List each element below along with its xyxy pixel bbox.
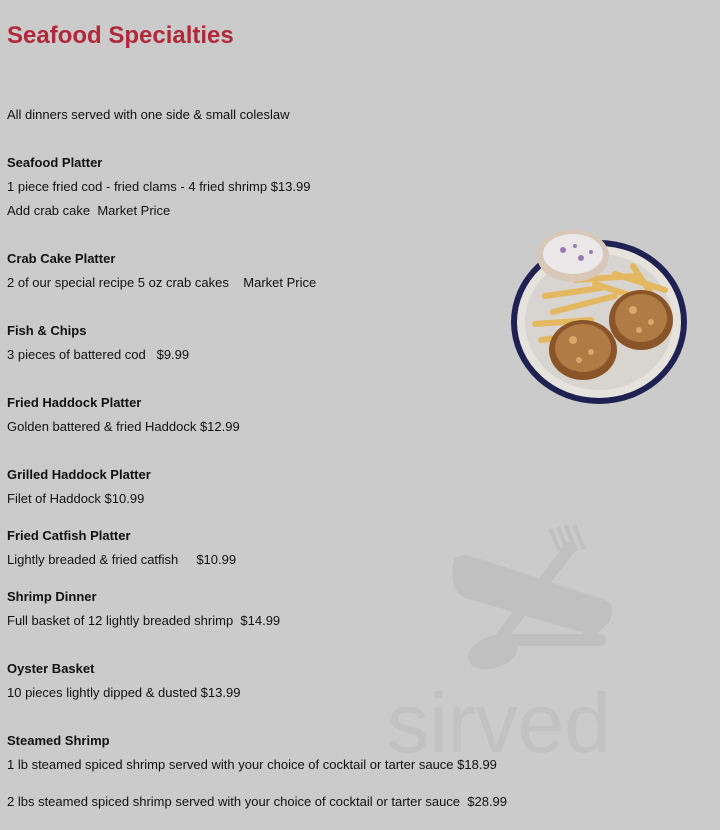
- page-title: Seafood Specialties: [7, 22, 234, 49]
- menu-item-name: Crab Cake Platter: [7, 251, 116, 266]
- menu-item-description: Add crab cake Market Price: [7, 203, 171, 218]
- menu-item-name: Fried Haddock Platter: [7, 395, 142, 410]
- crab-cake-platter-photo: [505, 222, 695, 412]
- menu-item-name: Fried Catfish Platter: [7, 528, 131, 543]
- sirved-watermark: [385, 520, 675, 770]
- menu-item-description: 2 of our special recipe 5 oz crab cakes Market Price: [7, 275, 317, 290]
- menu-item-description: 3 pieces of battered cod $9.99: [7, 347, 190, 362]
- menu-item-description: Golden battered & fried Haddock $12.99: [7, 419, 240, 434]
- menu-item-name: Seafood Platter: [7, 155, 103, 170]
- menu-item-description: 2 lbs steamed spiced shrimp served with your choice of cocktail or tarter sauce $28.99: [7, 794, 508, 809]
- menu-item-name: Steamed Shrimp: [7, 733, 110, 748]
- menu-item-name: Shrimp Dinner: [7, 589, 97, 604]
- utensils-icon: [385, 520, 675, 770]
- menu-item-name: Oyster Basket: [7, 661, 95, 676]
- menu-item-description: Filet of Haddock $10.99: [7, 491, 145, 506]
- menu-item-name: Fish & Chips: [7, 323, 87, 338]
- menu-intro: All dinners served with one side & small coleslaw: [7, 107, 290, 122]
- menu-item-description: Lightly breaded & fried catfish $10.99: [7, 552, 237, 567]
- menu-item-description: 10 pieces lightly dipped & dusted $13.99: [7, 685, 241, 700]
- menu-item-description: 1 lb steamed spiced shrimp served with your choice of cocktail or tarter sauce $18.99: [7, 757, 497, 772]
- menu-item-name: Grilled Haddock Platter: [7, 467, 151, 482]
- menu-item-description: Full basket of 12 lightly breaded shrimp $14.99: [7, 613, 281, 628]
- svg-text:sirved: sirved: [387, 676, 612, 770]
- menu-item-description: 1 piece fried cod - fried clams - 4 fried shrimp $13.99: [7, 179, 311, 194]
